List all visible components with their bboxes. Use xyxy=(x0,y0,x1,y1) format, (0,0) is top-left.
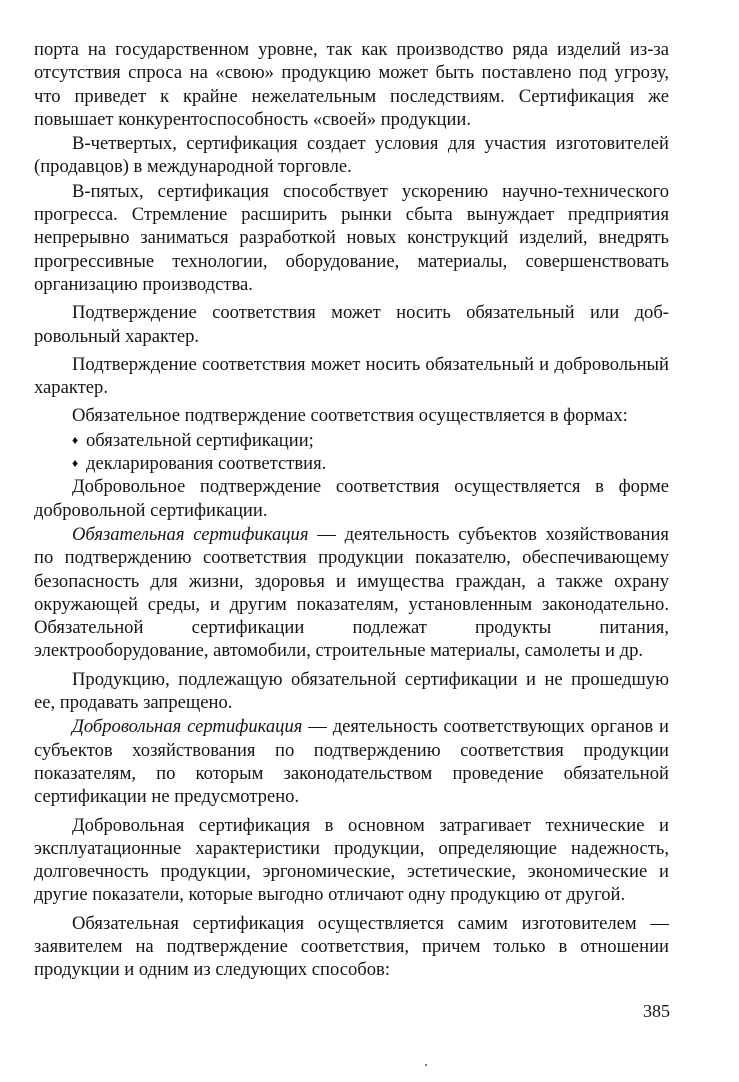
paragraph-prohibition: Продукцию, подлежащую обязательной сертификации и не прошедшую ее, продавать запрещено. xyxy=(34,668,669,714)
list-item-text: обязательной сертификации; xyxy=(86,429,314,451)
paragraph-confirmation-or: Подтверждение соответствия может носить обязательный или добровольный характер. xyxy=(34,302,669,347)
list-item xyxy=(34,429,669,452)
paragraph-fifth: В-пятых, сертификация способствует ускорению научно-технического прогресса. Стремление расширить рынки сбыта вынуждает предприятия непрерывно заниматься разработкой новых конструкций изделий, внедрять прогрессивные технологии, оборудование, материалы, совершенствовать организацию производства. xyxy=(34,180,669,295)
diamond-bullet-icon: ♦ xyxy=(72,432,79,447)
definition-text: — деятельность соответствующих органов и субъектов хозяйствования по подтверждению соответствия продукции показателям, по которым законодательством проведение обязательной сертификации не предусмотрено. xyxy=(34,716,669,808)
definition-text: — деятельность субъектов хозяйствования по подтверждению соответствия продукции показателю, обеспечивающему безопасность для жизни, здоровья и имущества граждан, а также охрану окружающей среды, и другим показателям, установленным законодательно. Обязательной сертификации подлежат продукты питания, электрооборудование, автомобили, строительные материалы, самолеты и др. xyxy=(34,523,669,662)
paragraph-mandatory-definition xyxy=(34,523,669,663)
paragraph-voluntary-form: Добровольное подтверждение соответствия осуществляется в форме добровольной сертификации. xyxy=(34,476,669,521)
term-voluntary-certification: Добровольная сертификация xyxy=(72,716,303,738)
paragraph-confirmation-and: Подтверждение соответствия может носить обязательный и добровольный характер. xyxy=(34,353,669,399)
paragraph-continuation: порта на государственном уровне, так как производство ряда изделий из-за отсутствия спроса на «свою» продукцию может быть поставлено под угрозу, что приведет к крайне нежелательным последствиям. Сертификация же повышает конкурентоспособность «своей» продукции. xyxy=(34,39,669,130)
paragraph-mandatory-methods: Обязательная сертификация осуществляется самим изготовителем — заявителем на подтверждение соответствия, причем только в отношении продукции и одним из следующих способов: xyxy=(34,912,669,981)
paragraph-voluntary-definition xyxy=(34,715,669,808)
list-item xyxy=(34,452,669,475)
page-number: 385 xyxy=(643,1001,670,1021)
paragraph-mandatory-forms: Обязательное подтверждение соответствия осуществляется в формах: xyxy=(72,405,628,427)
diamond-bullet-icon: ♦ xyxy=(72,456,79,471)
document-page xyxy=(34,38,669,983)
paragraph-voluntary-characteristics: Добровольная сертификация в основном затрагивает технические и эксплуатационные характеристики продукции, определяющие надежность, долговечность продукции, эргономические, эстетические, экономические и другие показатели, которые выгодно отличают одну продукцию от другой. xyxy=(34,814,669,906)
scan-speck xyxy=(425,1064,427,1066)
term-mandatory-certification: Обязательная сертификация xyxy=(72,523,309,545)
paragraph-fourth: В-четвертых, сертификация создает условия для участия изготовителей (продавцов) в международной торговле. xyxy=(34,133,669,178)
list-item-text: декларирования соответствия. xyxy=(86,453,327,475)
